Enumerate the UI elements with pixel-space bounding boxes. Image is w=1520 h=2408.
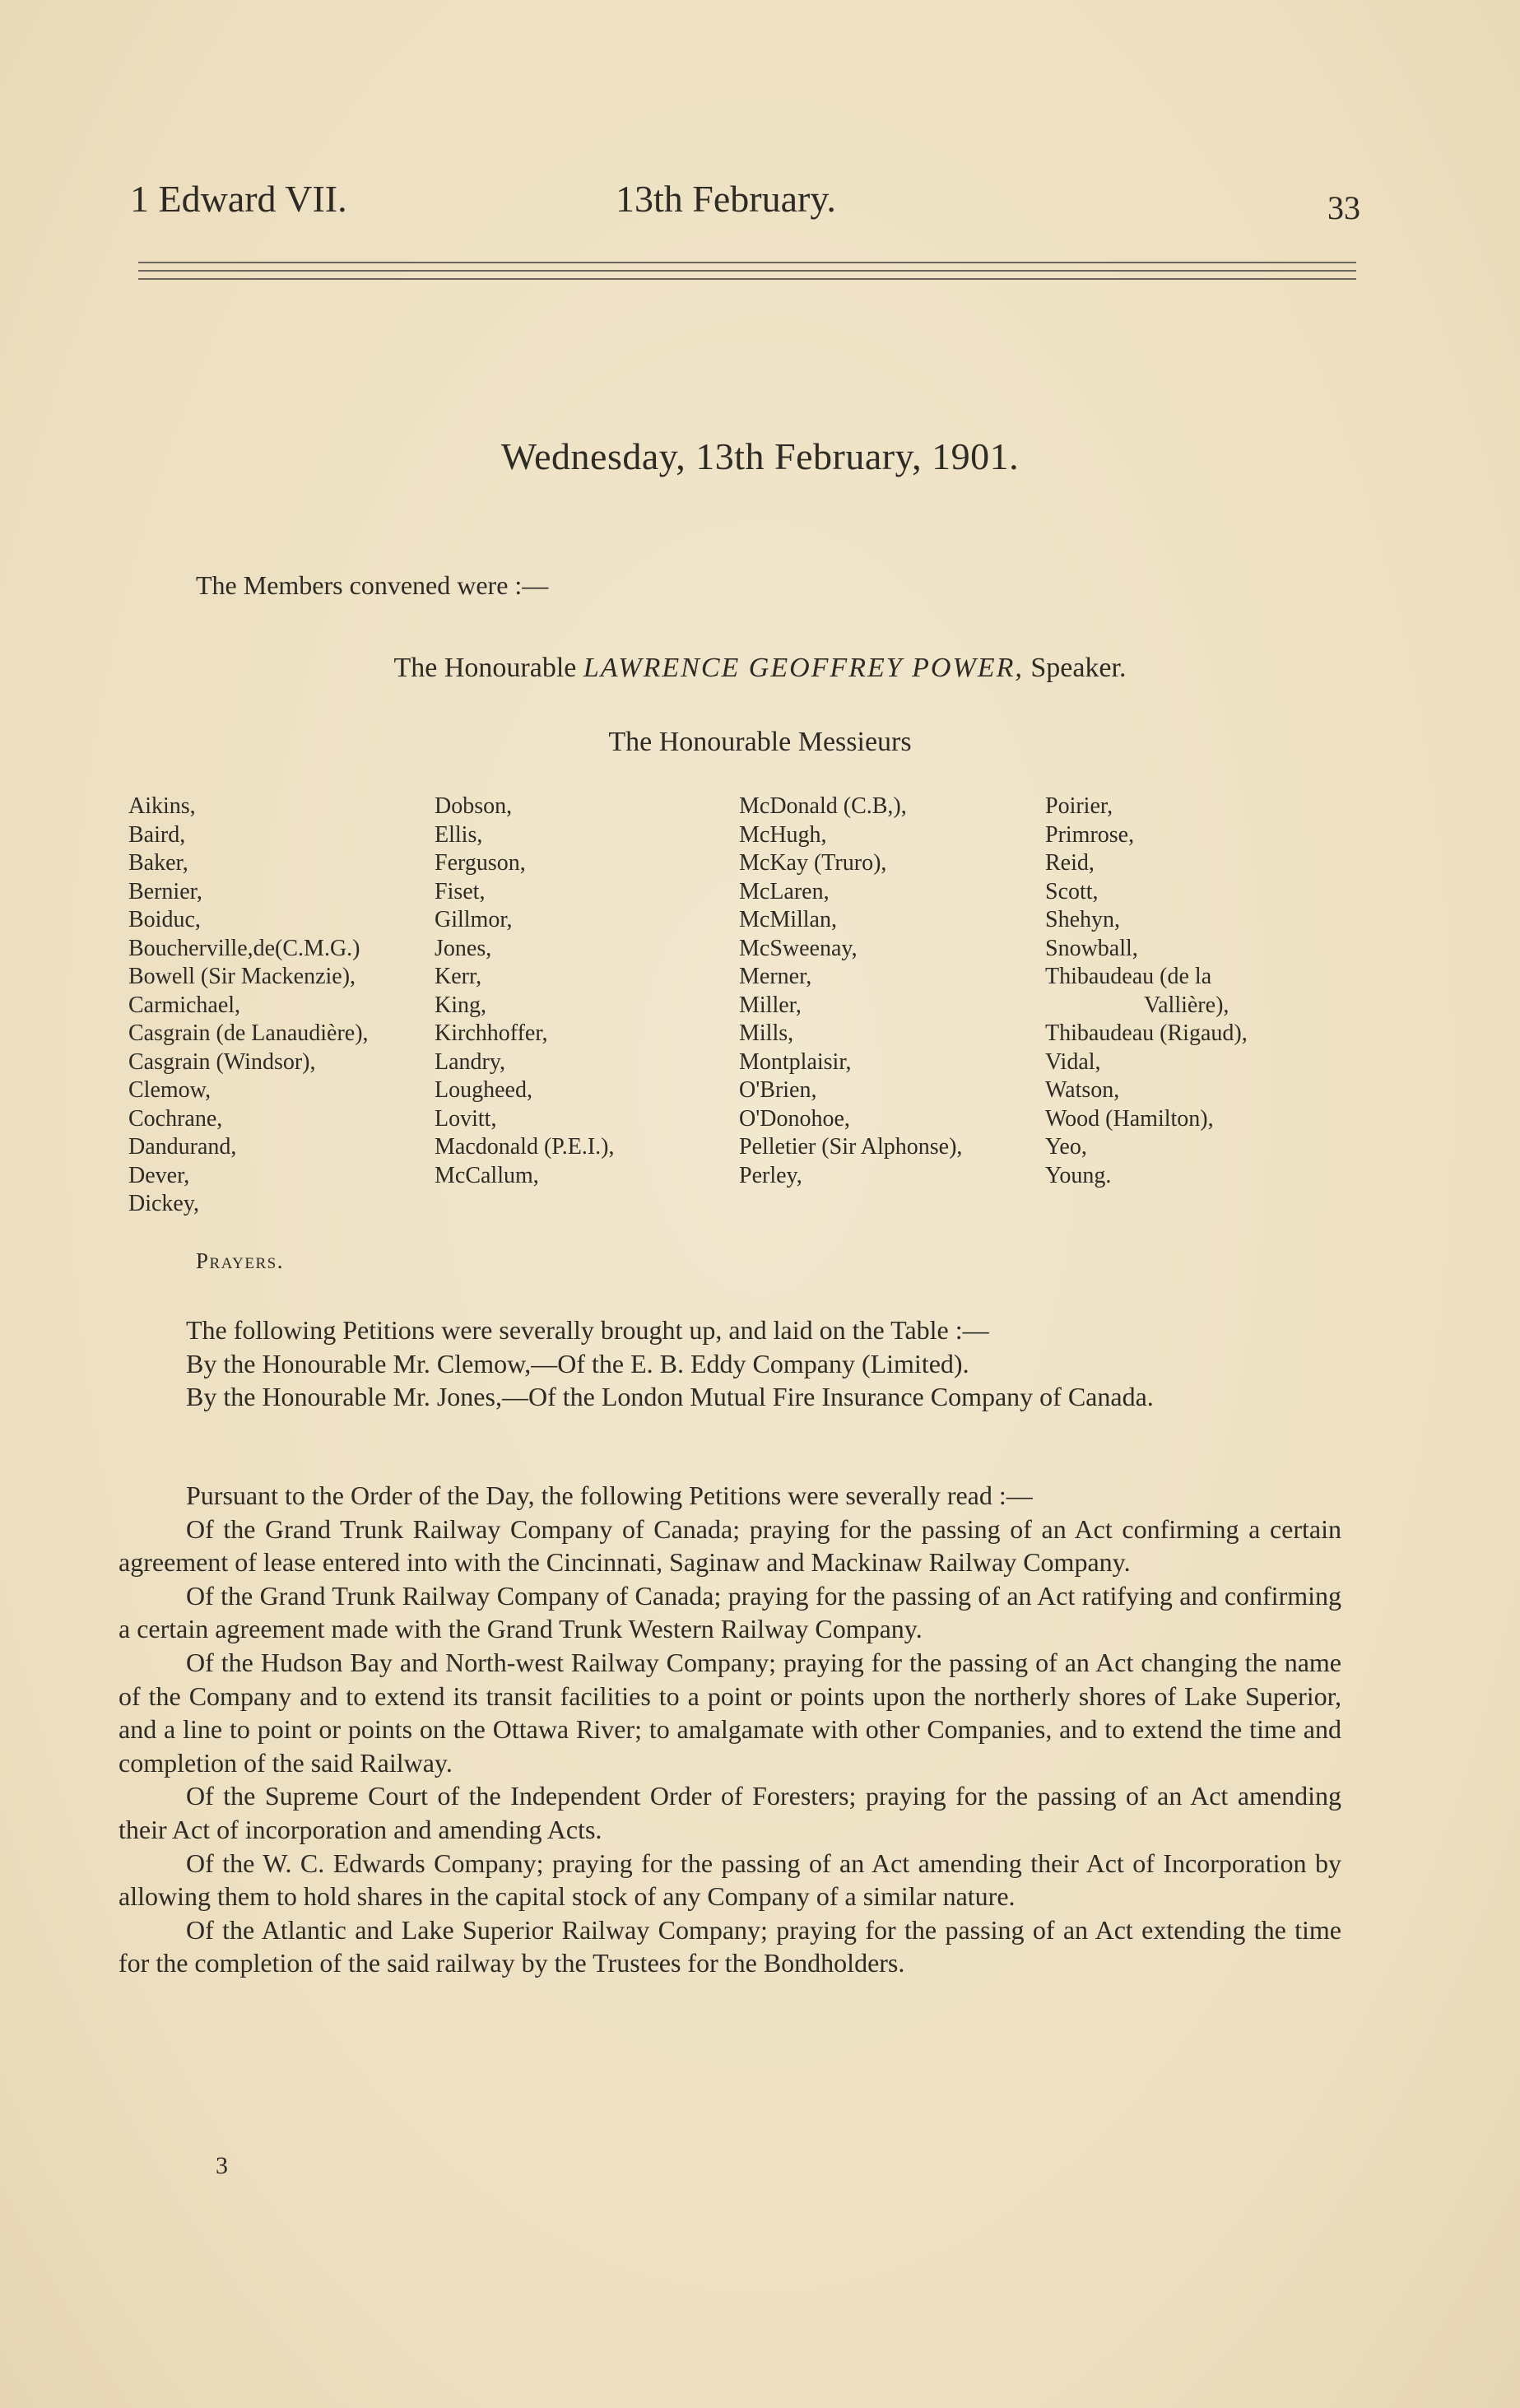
paragraph: Of the Grand Trunk Railway Company of Canada; praying for the passing of an Act ratifying and confirming a certain agreement made with the Grand Trunk Western Railway Company. xyxy=(119,1580,1341,1644)
member-name: McDonald (C.B,), xyxy=(739,793,907,819)
member-name: King, xyxy=(435,992,486,1018)
paragraph: Of the Hudson Bay and North-west Railway Company; praying for the passing of an Act changing the name of the Company and to extend its transit facilities to a point or points upon the northerly shores of Lake Superior, and a line to point or points on the Ottawa River; to amalgamate with other Companies, and to extend the time and completion of the said Railway. xyxy=(119,1647,1341,1778)
member-name: Dobson, xyxy=(435,793,513,819)
member-name: Baker, xyxy=(128,850,188,876)
messieurs-heading: The Honourable Messieurs xyxy=(608,727,912,757)
member-name: Baird, xyxy=(128,821,186,848)
member-name: Ellis, xyxy=(435,821,483,848)
paragraph: Of the Atlantic and Lake Superior Railway Company; praying for the passing of an Act extending the time for the completion of the said railway by the Trustees for the Bondholders. xyxy=(119,1914,1341,1978)
member-name: McSweenay, xyxy=(739,935,858,961)
sitting-date-title: Wednesday, 13th February, 1901. xyxy=(500,435,1020,477)
member-name-continuation: Vallière), xyxy=(1144,992,1229,1018)
member-name: Wood (Hamilton), xyxy=(1045,1105,1214,1132)
member-name: McKay (Truro), xyxy=(739,850,887,876)
paragraph: Of the Grand Trunk Railway Company of Canada; praying for the passing of an Act confirming a certain agreement of lease entered into with the Cincinnati, Saginaw and Mackinaw Railway Company. xyxy=(119,1513,1341,1578)
member-name: Young. xyxy=(1045,1162,1112,1188)
signature-mark: 3 xyxy=(216,2152,228,2179)
member-name: McCallum, xyxy=(435,1162,539,1188)
member-name: Scott, xyxy=(1045,878,1099,904)
member-name: Lovitt, xyxy=(435,1105,497,1132)
member-name: Fiset, xyxy=(435,878,486,904)
member-name: Lougheed, xyxy=(435,1077,532,1103)
member-name: Macdonald (P.E.I.), xyxy=(435,1134,615,1160)
paragraph: Of the Supreme Court of the Independent Order of Foresters; praying for the passing of an Act amending their Act of incorporation and amending Acts. xyxy=(119,1781,1341,1844)
petitions-read-section xyxy=(119,1479,1341,1980)
members-column-1 xyxy=(128,793,369,1219)
header-rule-middle xyxy=(138,270,1356,272)
members-column-2 xyxy=(435,793,615,1190)
running-header xyxy=(130,177,1360,235)
member-name: Miller, xyxy=(739,992,802,1018)
convened-line: The Members convened were :— xyxy=(196,570,549,600)
member-name: Reid, xyxy=(1045,850,1095,876)
member-name: Dandurand, xyxy=(128,1134,237,1160)
member-name: Clemow, xyxy=(128,1077,211,1103)
member-name: Jones, xyxy=(435,935,492,961)
header-date: 13th February. xyxy=(616,178,836,220)
member-name: Casgrain (Windsor), xyxy=(128,1048,316,1075)
member-name: Yeo, xyxy=(1045,1134,1087,1160)
members-column-4 xyxy=(1045,793,1248,1190)
member-name: Carmichael, xyxy=(128,992,241,1018)
member-name: Vidal, xyxy=(1045,1048,1101,1075)
header-rule-top xyxy=(138,262,1356,263)
member-name: Snowball, xyxy=(1045,935,1138,961)
member-name: Landry, xyxy=(435,1048,506,1075)
member-name: Casgrain (de Lanaudière), xyxy=(128,1020,369,1046)
paragraph: The following Petitions were severally brought up, and laid on the Table :— xyxy=(186,1315,989,1345)
header-rule-bottom xyxy=(138,278,1356,280)
member-name: Gillmor, xyxy=(435,907,513,932)
speaker-prefix: The Honourable xyxy=(393,653,577,683)
member-name: Dickey, xyxy=(128,1191,200,1216)
paragraph: Pursuant to the Order of the Day, the following Petitions were severally read :— xyxy=(186,1481,1033,1510)
member-name: Bowell (Sir Mackenzie), xyxy=(128,964,356,989)
paragraph: Of the W. C. Edwards Company; praying for the passing of an Act amending their Act of Incorporation by allowing them to hold shares in the capital stock of any Company of a similar nature. xyxy=(119,1848,1341,1912)
member-name: Boucherville,de(C.M.G.) xyxy=(128,935,360,961)
member-name: Merner, xyxy=(739,964,812,989)
page-number: 33 xyxy=(1327,189,1360,226)
member-name: Boiduc, xyxy=(128,907,201,932)
member-name: Aikins, xyxy=(128,793,196,819)
member-name: McLaren, xyxy=(739,878,830,904)
members-column-3 xyxy=(739,793,962,1190)
member-name: Shehyn, xyxy=(1045,907,1120,932)
member-name: Watson, xyxy=(1045,1077,1120,1103)
member-name: Dever, xyxy=(128,1162,190,1188)
prayers-heading: Prayers. xyxy=(196,1248,284,1273)
member-name: Cochrane, xyxy=(128,1105,223,1132)
member-name: Montplaisir, xyxy=(739,1048,852,1075)
regnal-year: 1 Edward VII. xyxy=(130,178,347,220)
member-name: Primrose, xyxy=(1045,821,1135,848)
speaker-suffix: Speaker. xyxy=(1030,653,1127,683)
member-name: Bernier, xyxy=(128,878,202,904)
member-name: Mills, xyxy=(739,1020,794,1046)
paragraph: By the Honourable Mr. Jones,—Of the London Mutual Fire Insurance Company of Canada. xyxy=(186,1382,1154,1412)
paragraph: By the Honourable Mr. Clemow,—Of the E. B. Eddy Company (Limited). xyxy=(186,1348,969,1378)
speaker-line xyxy=(0,653,1520,684)
member-name: Thibaudeau (Rigaud), xyxy=(1045,1020,1248,1046)
member-name: Thibaudeau (de la xyxy=(1045,964,1212,989)
member-name: Perley, xyxy=(739,1162,802,1188)
member-name: McMillan, xyxy=(739,907,837,932)
member-name: Poirier, xyxy=(1045,793,1113,819)
member-name: Pelletier (Sir Alphonse), xyxy=(739,1134,963,1160)
member-name: Kerr, xyxy=(435,964,482,989)
member-name: McHugh, xyxy=(739,821,827,848)
petitions-presented-section xyxy=(119,1313,1341,1414)
member-name: Ferguson, xyxy=(435,850,526,876)
member-name: O'Donohoe, xyxy=(739,1105,850,1132)
speaker-name: LAWRENCE GEOFFREY POWER, xyxy=(583,653,1024,683)
member-name: Kirchhoffer, xyxy=(435,1020,548,1046)
member-name: O'Brien, xyxy=(739,1077,817,1103)
